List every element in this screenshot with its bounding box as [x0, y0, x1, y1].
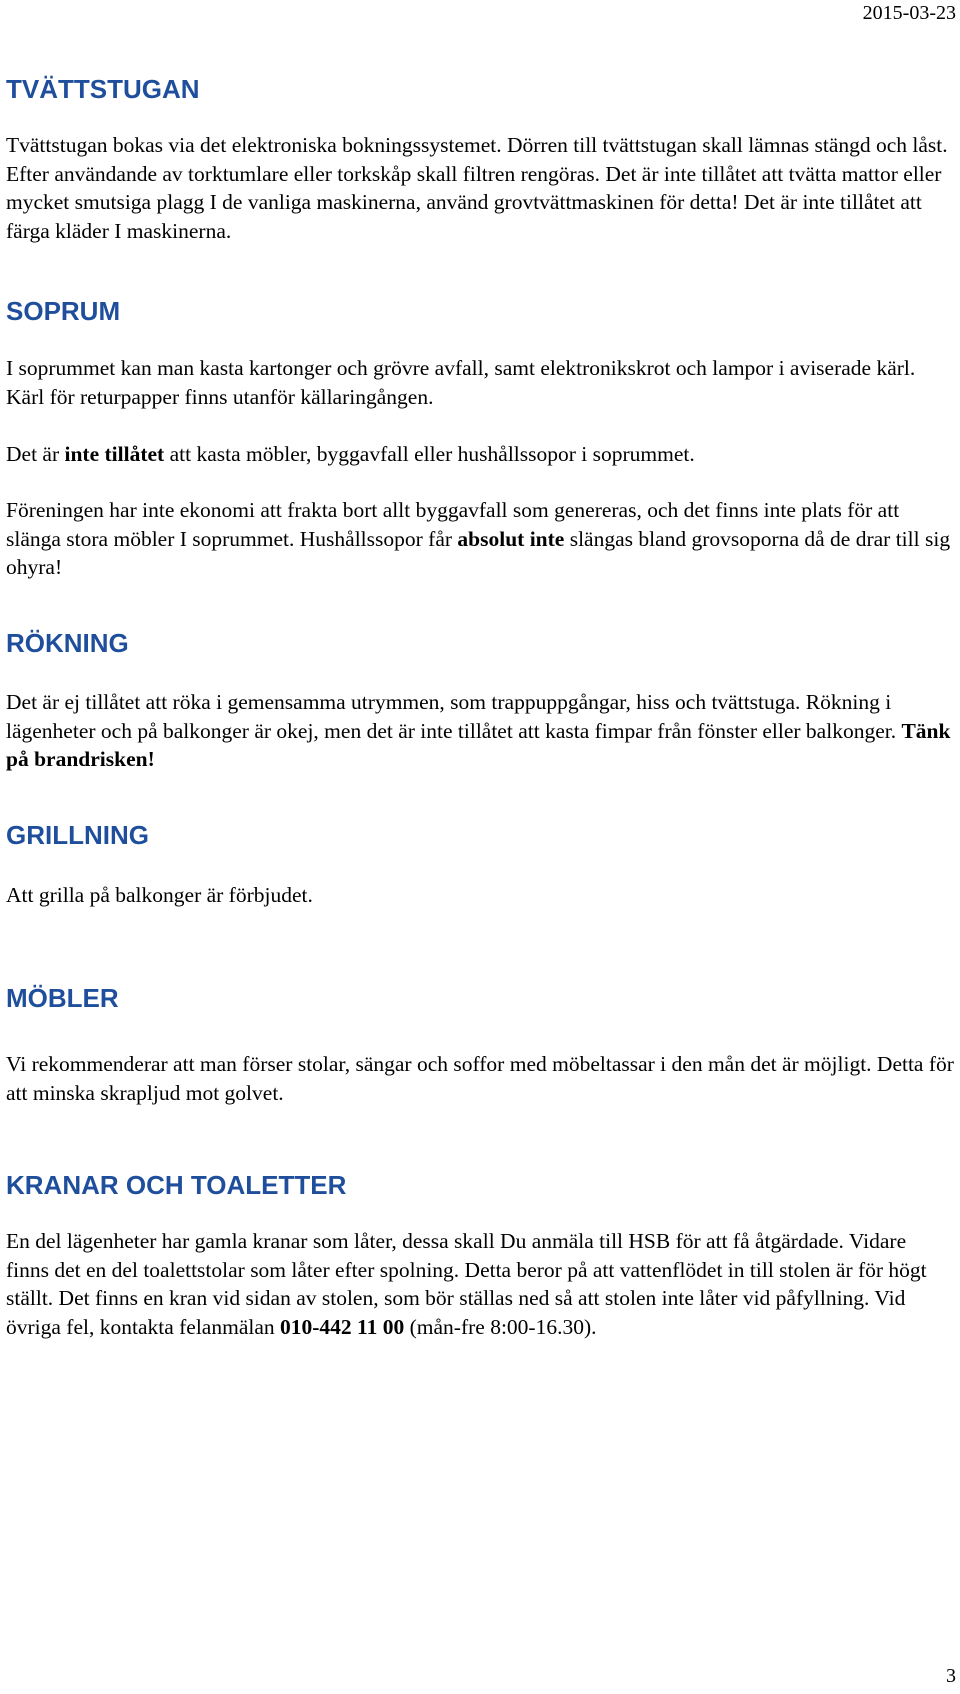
text: Att grilla på balkonger är förbjudet. [6, 883, 313, 907]
emphasis-text: Tänk på brandrisken! [6, 718, 951, 771]
emphasis-text: inte tillåtet [64, 442, 165, 466]
paragraph-grillning [6, 881, 954, 910]
page-number: 3 [946, 1665, 956, 1687]
text: Det är ej tillåtet att röka i gemensamma utrymmen, som trappuppgångar, hiss och tvättstuga. Rökning i lägenheter och på balkonger är okej, men det är inte tillåtet att kasta fimpar från fönster eller balkonger. [6, 690, 902, 743]
emphasis-text: absolut inte [457, 526, 565, 551]
paragraph-soprum-3 [6, 496, 954, 582]
text: Det är [6, 442, 65, 466]
paragraph-kranar-och-toaletter [6, 1227, 954, 1341]
paragraph-tvattstugan [6, 131, 954, 245]
text: slängas bland grovsoporna då de drar till sig ohyra! [6, 526, 951, 579]
heading-mobler: MÖBLER [6, 983, 119, 1013]
heading-tvattstugan: TVÄTTSTUGAN [6, 74, 200, 104]
text: I soprummet kan man kasta kartonger och grövre avfall, samt elektronikskrot och lampor i aviserade kärl. Kärl för returpapper finns utanför källaringången. [6, 356, 916, 409]
text: Föreningen har inte ekonomi att frakta bort allt byggavfall som genereras, och det finns inte plats för att slänga stora möbler I soprummet. Hushållssopor får [6, 498, 900, 551]
text: En del lägenheter har gamla kranar som låter, dessa skall Du anmäla till HSB för att få åtgärdade. Vidare finns det en del toalettstolar som låter efter spolning. Detta beror på att vattenflödet in till stolen är för högt ställt. Det finns en kran vid sidan av stolen, som bör ställas ned så att stolen inte låter vid påfyllning. Vid övriga fel, kontakta felanmälan [6, 1229, 927, 1339]
phone-number: 010-442 11 00 [280, 1314, 405, 1339]
paragraph-mobler [6, 1050, 954, 1107]
heading-soprum: SOPRUM [6, 296, 121, 326]
paragraph-rokning [6, 688, 954, 774]
paragraph-soprum-1 [6, 354, 954, 411]
heading-rokning: RÖKNING [6, 628, 129, 658]
text: (mån-fre 8:00-16.30). [404, 1314, 597, 1339]
text: Vi rekommenderar att man förser stolar, sängar och soffor med möbeltassar i den mån det är möjligt. Detta för att minska skrapljud mot golvet. [6, 1052, 954, 1105]
text: att kasta möbler, byggavfall eller hushållssopor i soprummet. [164, 442, 695, 466]
heading-grillning: GRILLNING [6, 820, 149, 850]
text: Tvättstugan bokas via det elektroniska bokningssystemet. Dörren till tvättstugan skall lämnas stängd och låst. Efter användande av torktumlare eller torkskåp skall filtren rengöras. Det är inte tillåtet att tvätta mattor eller mycket smutsiga plagg I de vanliga maskinerna, använd grovtvättmaskinen för detta! Det är inte tillåtet att färga kläder I maskinerna. [6, 133, 948, 243]
heading-kranar-och-toaletter: KRANAR OCH TOALETTER [6, 1170, 347, 1200]
paragraph-soprum-2 [6, 440, 954, 469]
document-date: 2015-03-23 [862, 2, 956, 24]
